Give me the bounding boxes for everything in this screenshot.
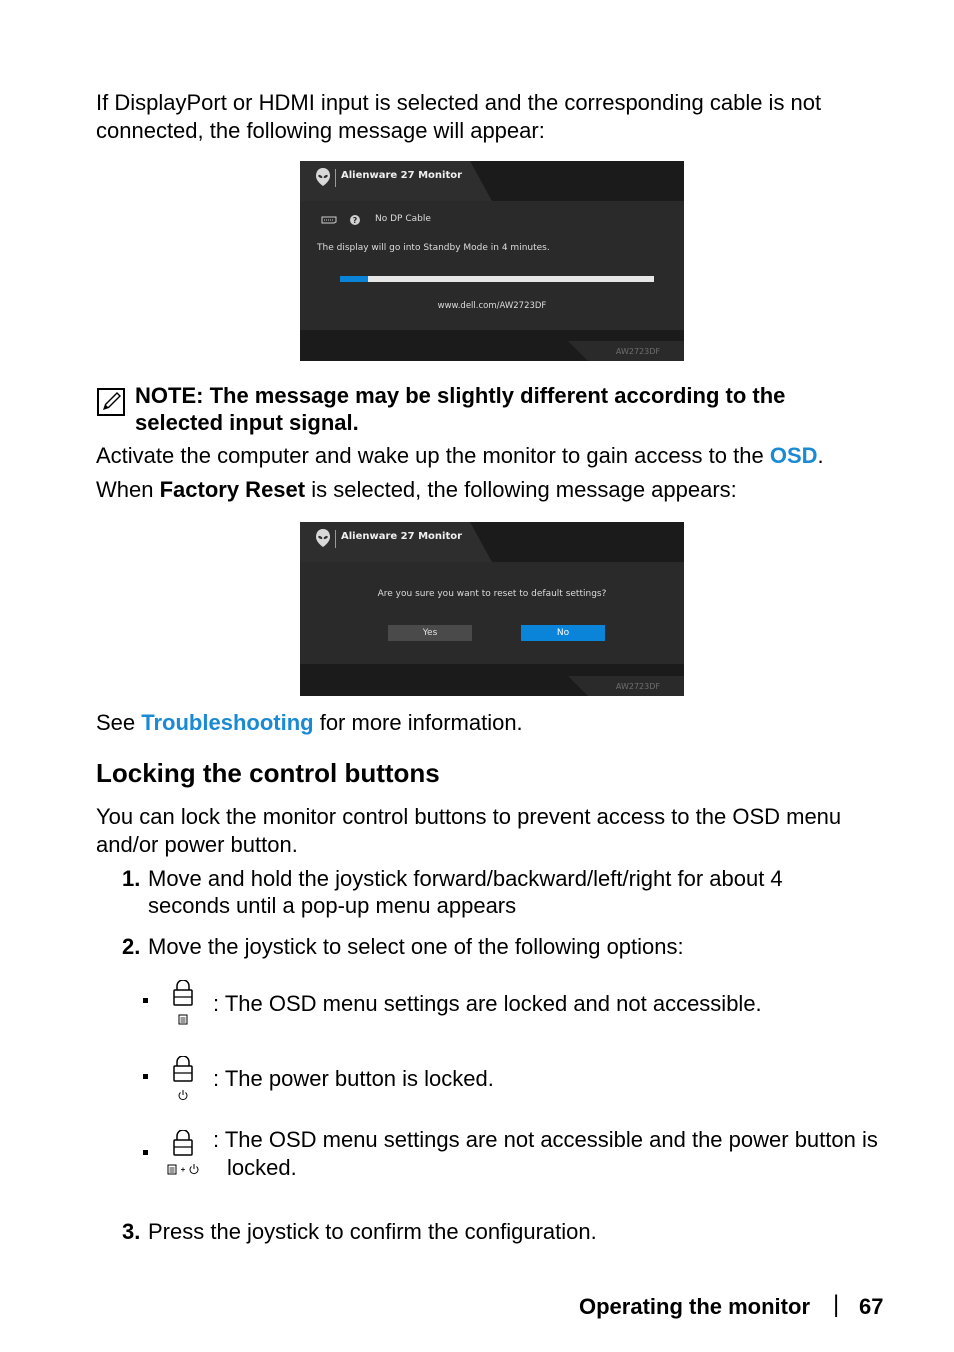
activate-end: . xyxy=(817,443,824,468)
option-text: : The power button is locked. xyxy=(213,1066,494,1091)
osd-header-separator xyxy=(335,530,336,548)
factory-paragraph xyxy=(96,476,884,504)
note-text: The message may be slightly different according to the selected input signal. xyxy=(135,383,786,435)
footer-separator: | xyxy=(833,1291,840,1318)
footer-section-title: Operating the monitor xyxy=(579,1294,810,1319)
activate-paragraph xyxy=(96,442,884,470)
osd-header-separator xyxy=(335,169,336,187)
bullet-marker xyxy=(143,998,148,1003)
factory-reset-term: Factory Reset xyxy=(159,477,306,502)
osd-header-title: Alienware 27 Monitor xyxy=(341,170,463,181)
step-number: 2. xyxy=(122,934,141,959)
help-icon xyxy=(350,215,360,225)
standby-progress-bar xyxy=(340,276,654,282)
section-heading: Locking the control buttons xyxy=(96,758,440,788)
step-text: Press the joystick to confirm the configuration. xyxy=(148,1219,597,1244)
see-text: See xyxy=(96,710,142,735)
osd-message: The display will go into Standby Mode in 4 minutes. xyxy=(317,243,550,253)
osd-model: AW2723DF xyxy=(615,347,660,356)
osd-body xyxy=(300,201,684,330)
alienware-logo-icon xyxy=(316,168,330,186)
svg-text:?: ? xyxy=(352,216,358,225)
section-intro: You can lock the monitor control buttons to prevent access to the OSD menu and/or power button. xyxy=(96,804,842,857)
factory-text-end: is selected, the following message appears: xyxy=(305,477,737,502)
note-pencil-icon xyxy=(97,388,125,416)
osd-factory-reset-screenshot xyxy=(300,522,684,696)
reset-question: Are you sure you want to reset to default settings? xyxy=(377,589,607,599)
osd-status-text: No DP Cable xyxy=(375,214,431,224)
osd-body xyxy=(300,562,684,664)
bullet-marker xyxy=(143,1074,148,1079)
yes-button[interactable]: Yes xyxy=(388,625,472,641)
note-paragraph xyxy=(135,382,874,436)
bullet-marker xyxy=(143,1150,148,1155)
standby-progress-fill xyxy=(340,276,368,282)
no-button[interactable]: No xyxy=(521,625,605,641)
osd-url: www.dell.com/AW2723DF xyxy=(437,301,547,311)
option-text: : The OSD menu settings are locked and not accessible. xyxy=(213,991,762,1016)
lock-power-icon xyxy=(169,1056,199,1104)
displayport-connector-icon xyxy=(321,216,337,224)
alienware-logo-icon xyxy=(316,529,330,547)
see-text-end: for more information. xyxy=(313,710,523,735)
osd-link[interactable]: OSD xyxy=(769,443,818,468)
note-label: NOTE: xyxy=(135,383,204,408)
osd-no-cable-screenshot xyxy=(300,161,684,361)
step-number: 3. xyxy=(122,1219,141,1244)
activate-text: Activate the computer and wake up the monitor to gain access to the xyxy=(96,443,770,468)
step-text: Move the joystick to select one of the following options: xyxy=(148,934,684,959)
osd-model: AW2723DF xyxy=(615,682,660,691)
factory-text: When xyxy=(96,477,160,502)
option-text: : The OSD menu settings are not accessible and the power button is locked. xyxy=(213,1127,878,1180)
lock-menu-power-icon xyxy=(163,1130,205,1178)
osd-header-title: Alienware 27 Monitor xyxy=(341,531,463,542)
see-paragraph xyxy=(96,709,884,737)
step-text: Move and hold the joystick forward/backward/left/right for about 4 seconds until a pop-up menu appears xyxy=(148,866,783,918)
page-number: 67 xyxy=(859,1294,884,1319)
intro-paragraph: If DisplayPort or HDMI input is selected and the corresponding cable is not connected, the following message will appear: xyxy=(96,90,822,143)
troubleshooting-link[interactable]: Troubleshooting xyxy=(141,710,314,735)
lock-menu-icon xyxy=(169,980,199,1028)
step-number: 1. xyxy=(122,866,141,891)
